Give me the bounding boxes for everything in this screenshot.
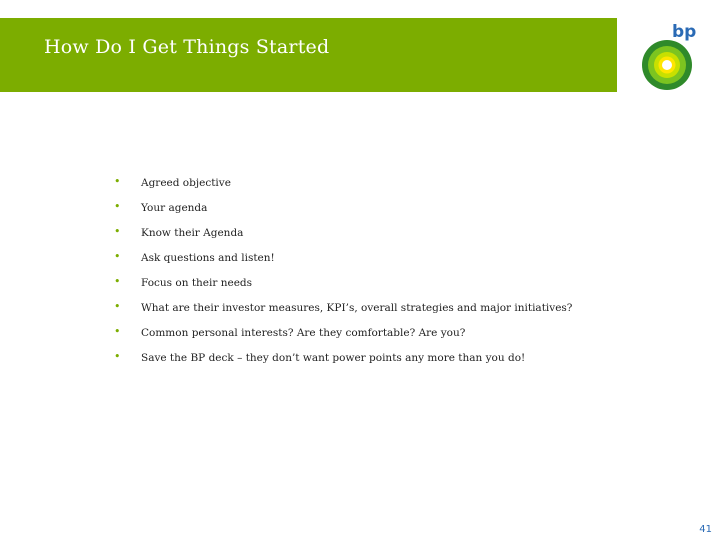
bullet-marker: • bbox=[114, 175, 121, 188]
bullet-text: Know their Agenda bbox=[141, 227, 244, 239]
bullet-text: Agreed objective bbox=[141, 177, 231, 189]
bullet-text: Save the BP deck – they don’t want power points any more than you do! bbox=[141, 352, 526, 364]
helios-icon bbox=[642, 40, 692, 90]
bullet-text: Common personal interests? Are they comfortable? Are you? bbox=[141, 327, 466, 339]
bullet-marker: • bbox=[114, 275, 121, 288]
bullet-text: Focus on their needs bbox=[141, 277, 253, 289]
bp-logo bbox=[638, 20, 700, 92]
bullet-marker: • bbox=[114, 350, 121, 363]
bullet-text: What are their investor measures, KPI’s, overall strategies and major initiatives? bbox=[141, 302, 573, 314]
bullet-text: Your agenda bbox=[141, 202, 208, 214]
bullet-marker: • bbox=[114, 250, 121, 263]
slide-title: How Do I Get Things Started bbox=[44, 36, 330, 58]
bullet-text: Ask questions and listen! bbox=[141, 252, 275, 264]
bullet-marker: • bbox=[114, 200, 121, 213]
bp-logo-text: bp bbox=[672, 22, 697, 42]
bullet-marker: • bbox=[114, 300, 121, 313]
bullet-marker: • bbox=[114, 325, 121, 338]
page-number: 41 bbox=[699, 524, 712, 535]
bullet-marker: • bbox=[114, 225, 121, 238]
